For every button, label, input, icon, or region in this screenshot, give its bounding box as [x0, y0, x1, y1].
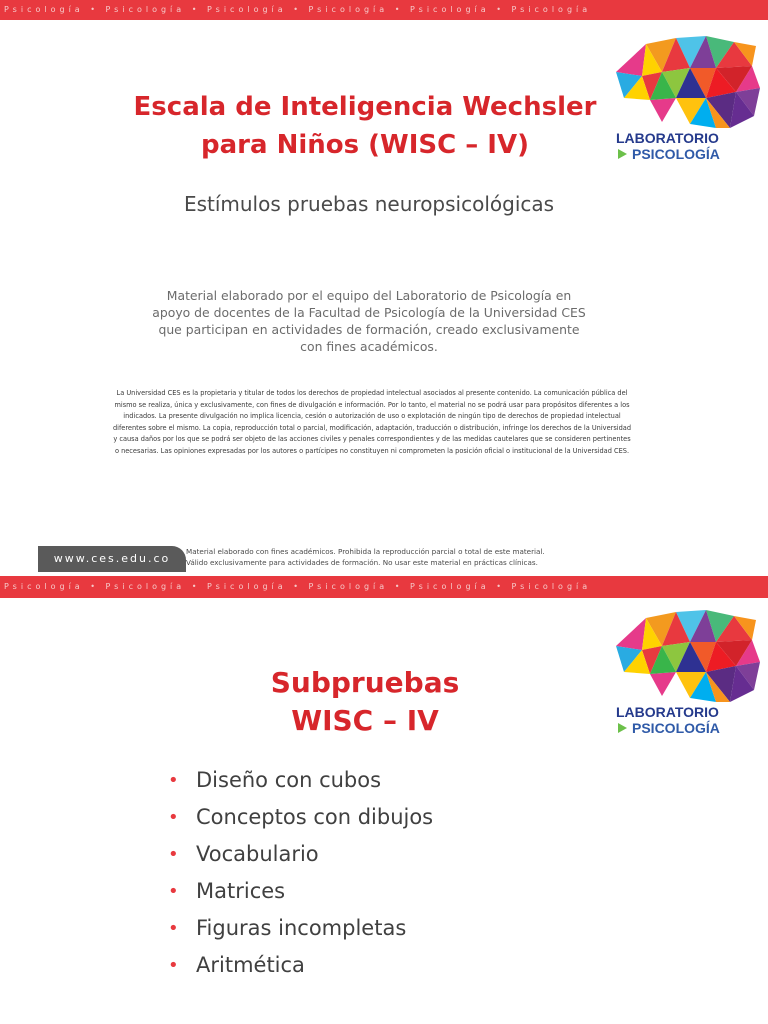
- list-item-label: Figuras incompletas: [196, 916, 407, 940]
- play-arrow-icon: [618, 723, 627, 733]
- list-item-label: Conceptos con dibujos: [196, 805, 434, 829]
- list-item: [166, 947, 433, 984]
- bullet-icon: •: [168, 918, 179, 939]
- logo-line2: [616, 720, 736, 736]
- legal-notice: La Universidad CES es la propietaria y titular de todos los derechos de propiedad intelectual asociados al presente contenido. La comunicación pública del mismo se realiza, única y exclusivamente, con fines de divulgación e información. Por lo tanto, el material no se podrá usar para propósitos diferentes a los indicados. La presente divulgación no implica licencia, cesión o autorización de uso o explotación de ningún tipo de derechos de propiedad intelectual diferentes sobre el mismo. La copia, reproducción total o parcial, modificación, adaptación, traducción o distribución, infringe los derechos de la Universidad y causa daños por los que se podrá ser objeto de las acciones civiles y penales correspondientes y de las medidas cautelares que se consideren pertinentes o necesarias. Las opiniones expresadas por los autores o partícipes no constituyen ni comprometen la posición oficial o institucional de la Universidad CES.: [112, 389, 632, 455]
- laboratorio-psicologia-logo: [606, 32, 766, 172]
- logo-line2: [616, 146, 736, 162]
- list-item-label: Aritmética: [196, 953, 305, 977]
- list-item: [166, 873, 433, 910]
- list-item: [166, 762, 433, 799]
- top-banner: Psicología • Psicología • Psicología • Psicología • Psicología • Psicología: [0, 576, 768, 598]
- logo-line2-text: PSICOLOGÍA: [632, 720, 720, 736]
- list-item: [166, 799, 433, 836]
- bullet-icon: •: [168, 770, 179, 791]
- list-item: [166, 910, 433, 947]
- logo-line1: LABORATORIO: [616, 130, 719, 146]
- cover-subtitle: Estímulos pruebas neuropsicológicas: [183, 192, 555, 216]
- cover-description: Material elaborado por el equipo del Laboratorio de Psicología en apoyo de docentes de la Facultad de Psicología de la Universidad CES que participan en actividades de formación, creado exclusivamente con fines académicos.: [152, 288, 586, 354]
- footer-line-1: Material elaborado con fines académicos. Prohibida la reproducción parcial o total de este material.: [186, 547, 545, 556]
- list-item: [166, 836, 433, 873]
- laboratorio-psicologia-logo: [606, 606, 766, 746]
- list-item-label: Vocabulario: [196, 842, 319, 866]
- subtests-list: [166, 762, 433, 984]
- bullet-icon: •: [168, 881, 179, 902]
- top-banner: Psicología • Psicología • Psicología • Psicología • Psicología • Psicología: [0, 0, 768, 20]
- slide-subtests: [0, 576, 768, 1024]
- bullet-icon: •: [168, 844, 179, 865]
- subtests-title: [160, 664, 570, 740]
- logo-text: [616, 704, 736, 736]
- list-item-label: Diseño con cubos: [196, 768, 382, 792]
- list-item-label: Matrices: [196, 879, 286, 903]
- bullet-icon: •: [168, 955, 179, 976]
- cover-title: Escala de Inteligencia Wechsler para Niños (WISC – IV): [133, 92, 597, 160]
- footer-line-2: Válido exclusivamente para actividades de formación. No usar este material en prácticas clínicas.: [186, 558, 538, 567]
- logo-text: [616, 130, 736, 162]
- subtests-title-line-1: Subpruebas: [270, 666, 460, 699]
- logo-line2-text: PSICOLOGÍA: [632, 146, 720, 162]
- footer-note: [186, 546, 616, 568]
- bullet-icon: •: [168, 807, 179, 828]
- website-url-link[interactable]: www.ces.edu.co: [38, 546, 186, 572]
- subtests-title-line-2: WISC – IV: [291, 704, 439, 737]
- logo-line1: LABORATORIO: [616, 704, 719, 720]
